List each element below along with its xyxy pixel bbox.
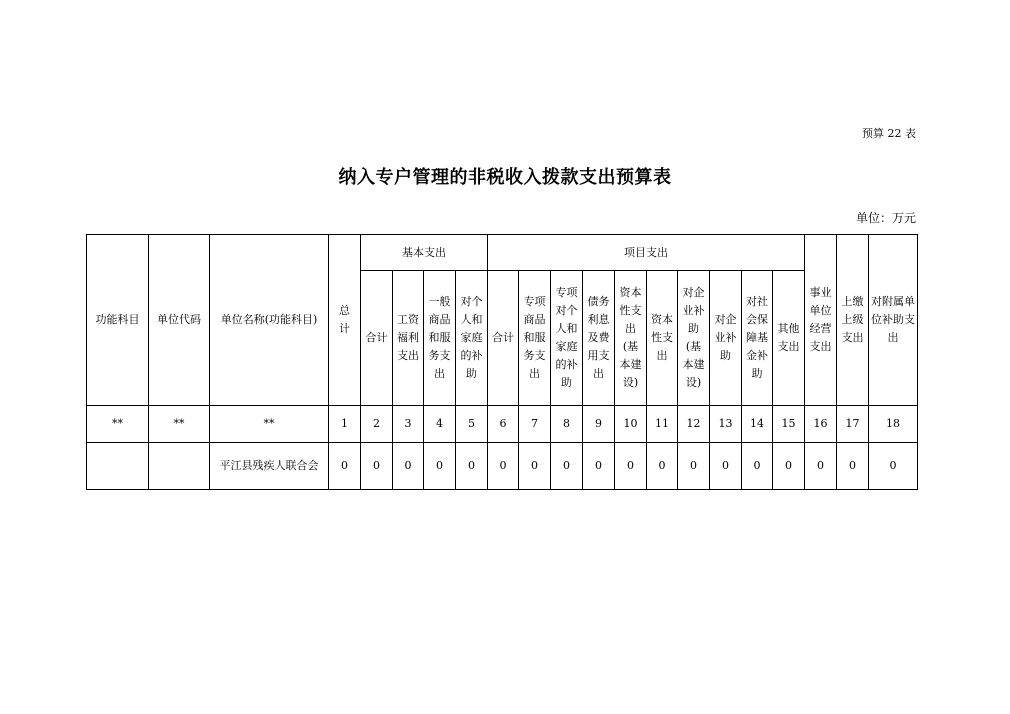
number-cell: 2 — [361, 406, 393, 443]
header-basic-total: 合计 — [361, 271, 393, 406]
header-project-other: 其他支出 — [773, 271, 805, 406]
data-cell: 0 — [805, 443, 837, 490]
header-project-total: 合计 — [488, 271, 519, 406]
number-cell: 3 — [393, 406, 424, 443]
number-cell: 7 — [519, 406, 551, 443]
header-project-debt: 债务利息及费用支出 — [583, 271, 615, 406]
header-project-enterprise-infra: 对企业补助(基本建设) — [678, 271, 710, 406]
unit-name-cell: 平江县残疾人联合会 — [210, 443, 329, 490]
number-cell: ** — [87, 406, 149, 443]
header-basic-personal: 对个人和家庭的补助 — [456, 271, 488, 406]
data-cell: 0 — [329, 443, 361, 490]
header-project-capital-infra: 资本性支出(基本建设) — [615, 271, 647, 406]
data-cell: 0 — [773, 443, 805, 490]
data-cell — [149, 443, 210, 490]
form-number: 预算 22 表 — [862, 127, 916, 140]
number-cell: 17 — [837, 406, 869, 443]
number-cell: 5 — [456, 406, 488, 443]
header-func-subject: 功能科目 — [87, 235, 149, 406]
data-cell: 0 — [647, 443, 678, 490]
header-unit-name: 单位名称(功能科目) — [210, 235, 329, 406]
header-basic-wage: 工资福利支出 — [393, 271, 424, 406]
number-cell: 9 — [583, 406, 615, 443]
number-cell: 10 — [615, 406, 647, 443]
number-cell: 15 — [773, 406, 805, 443]
header-project-capital: 资本性支出 — [647, 271, 678, 406]
data-cell: 0 — [361, 443, 393, 490]
column-number-row — [87, 406, 918, 443]
budget-table — [86, 234, 918, 490]
header-project-enterprise: 对企业补助 — [710, 271, 742, 406]
header-project-goods: 专项商品和服务支出 — [519, 271, 551, 406]
data-cell: 0 — [742, 443, 773, 490]
data-cell: 0 — [519, 443, 551, 490]
number-cell: 16 — [805, 406, 837, 443]
number-cell: 14 — [742, 406, 773, 443]
header-project-social: 对社会保障基金补助 — [742, 271, 773, 406]
data-cell: 0 — [615, 443, 647, 490]
data-cell: 0 — [837, 443, 869, 490]
data-cell — [87, 443, 149, 490]
data-cell: 0 — [710, 443, 742, 490]
number-cell: 4 — [424, 406, 456, 443]
number-cell: 11 — [647, 406, 678, 443]
data-cell: 0 — [424, 443, 456, 490]
number-cell: ** — [210, 406, 329, 443]
data-cell: 0 — [488, 443, 519, 490]
data-cell: 0 — [678, 443, 710, 490]
number-cell: 1 — [329, 406, 361, 443]
header-total: 总计 — [329, 235, 361, 406]
number-cell: 8 — [551, 406, 583, 443]
data-cell: 0 — [456, 443, 488, 490]
number-cell: 18 — [869, 406, 918, 443]
header-affiliate: 对附属单位补助支出 — [869, 235, 918, 406]
header-basic-group: 基本支出 — [361, 235, 488, 271]
number-cell: 13 — [710, 406, 742, 443]
header-project-personal: 专项对个人和家庭的补助 — [551, 271, 583, 406]
number-cell: ** — [149, 406, 210, 443]
data-cell: 0 — [551, 443, 583, 490]
number-cell: 12 — [678, 406, 710, 443]
unit-label: 单位：万元 — [855, 211, 916, 225]
data-cell: 0 — [583, 443, 615, 490]
data-cell: 0 — [393, 443, 424, 490]
document-title: 纳入专户管理的非税收入拨款支出预算表 — [338, 167, 672, 188]
header-unit-code: 单位代码 — [149, 235, 210, 406]
header-basic-goods: 一般商品和服务支出 — [424, 271, 456, 406]
number-cell: 6 — [488, 406, 519, 443]
header-business: 事业单位经营支出 — [805, 235, 837, 406]
table-row — [87, 443, 918, 490]
header-project-group: 项目支出 — [488, 235, 805, 271]
data-cell: 0 — [869, 443, 918, 490]
header-upper: 上缴上级支出 — [837, 235, 869, 406]
